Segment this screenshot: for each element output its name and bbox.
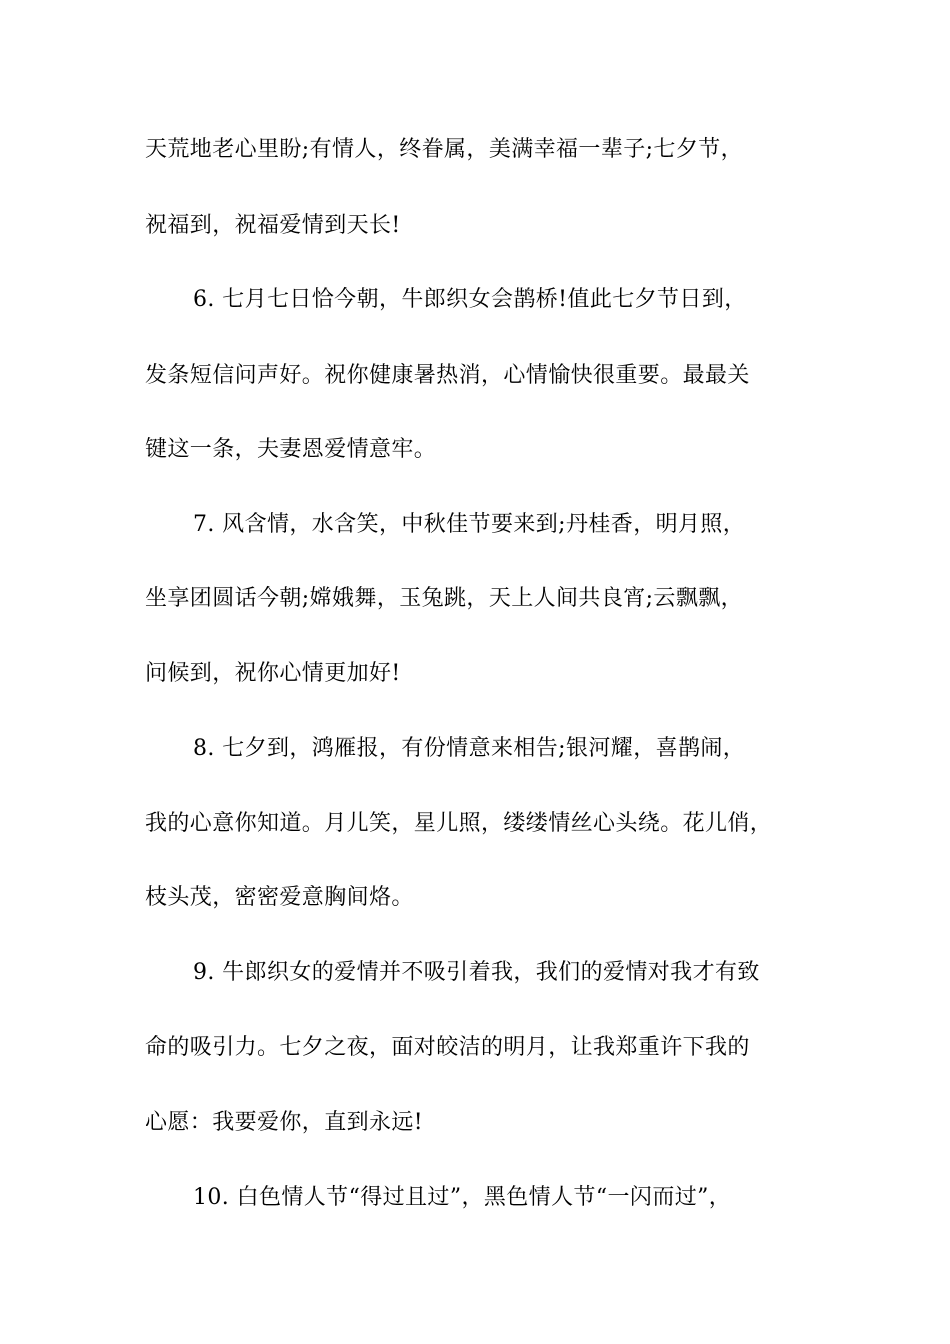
text-line: 命的吸引力。七夕之夜，面对皎洁的明月，让我郑重许下我的 xyxy=(145,1035,750,1060)
text-line: 祝福到，祝福爱情到天长! xyxy=(145,213,401,238)
paragraph-10-start: 10. 白色情人节“得过且过”，黑色情人节“一闪而过”， xyxy=(193,1185,732,1210)
text-line: 枝头茂，密密爱意胸间烙。 xyxy=(145,885,414,910)
text-line: 发条短信问声好。祝你健康暑热消，心情愉快很重要。最最关 xyxy=(145,363,750,388)
text-line: 键这一条，夫妻恩爱情意牢。 xyxy=(145,437,437,462)
text-line: 我的心意你知道。月儿笑，星儿照，缕缕情丝心头绕。花儿俏， xyxy=(145,811,773,836)
paragraph-7-start: 7. 风含情，水含笑，中秋佳节要来到;丹桂香，明月照， xyxy=(193,512,746,537)
text-line: 问候到，祝你心情更加好! xyxy=(145,661,401,686)
paragraph-6-start: 6. 七月七日恰今朝，牛郎织女会鹊桥!值此七夕节日到， xyxy=(193,287,747,312)
text-line: 天荒地老心里盼;有情人，终眷属，美满幸福一辈子;七夕节， xyxy=(145,137,744,162)
text-line: 心愿：我要爱你，直到永远! xyxy=(145,1110,424,1135)
paragraph-9-start: 9. 牛郎织女的爱情并不吸引着我，我们的爱情对我才有致 xyxy=(193,960,760,985)
paragraph-8-start: 8. 七夕到，鸿雁报，有份情意来相告;银河耀，喜鹊闹， xyxy=(193,736,746,761)
text-line: 坐享团圆话今朝;嫦娥舞，玉兔跳，天上人间共良宵;云飘飘， xyxy=(145,586,744,611)
